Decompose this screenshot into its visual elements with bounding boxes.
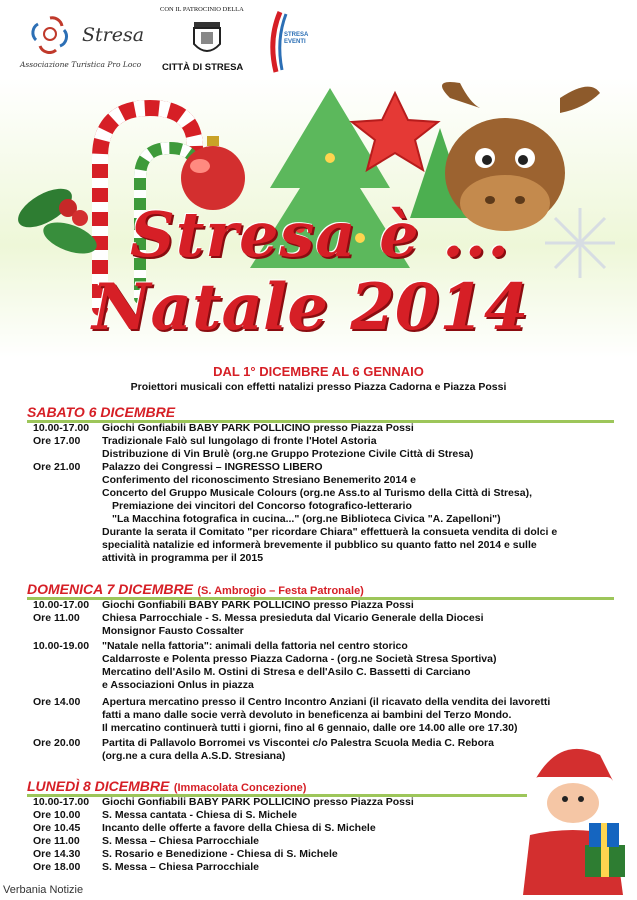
pro-loco-subtitle: Associazione Turistica Pro Loco [20,60,142,69]
event-subtitle: Proiettori musicali con effetti natalizi presso Piazza Cadorna e Piazza Possi [130,381,507,393]
day-heading [27,404,614,423]
eventi-label: STRESA EVENTI [284,32,309,45]
day-title: LUNEDÌ 8 DICEMBRE [27,778,170,794]
list-item: 10.00-17.00 Giochi Gonfiabili BABY PARK POLLICINO presso Piazza Possi [33,796,414,808]
title-line-2: Natale 2014 [92,270,529,345]
city-patronage [160,6,260,78]
list-item: Premiazione dei vincitori del Concorso fotografico-letterario [112,500,412,512]
list-item: Ore 18.00 S. Messa – Chiesa Parrocchiale [33,861,260,873]
list-item: Ore 11.00 S. Messa – Chiesa Parrocchiale [33,835,260,847]
stresa-logo-text: Stresa [82,24,145,46]
date-range: DAL 1° DICEMBRE AL 6 GENNAIO [213,364,424,379]
list-item: Ore 14.00 Apertura mercatino presso il Centro Incontro Anziani (il ricavato della vendita dei lavoretti [33,696,551,708]
list-item: Ore 14.30 S. Rosario e Benedizione - Chiesa di S. Michele [33,848,338,860]
day-heading [27,778,527,797]
city-name: CITTÀ DI STRESA [162,62,244,73]
list-item: (org.ne a cura della A.S.D. Stresiana) [102,750,286,762]
pro-loco-logo [20,10,160,80]
santa-claus-icon [505,735,635,895]
list-item: Durante la serata il Comitato "per ricordare Chiara" effettuerà la consueta vendita di dolci e [102,526,558,538]
list-item: Conferimento del riconoscimento Stresiano Benemerito 2014 e [102,474,416,486]
flower-logo-icon [30,14,70,54]
day-title: SABATO 6 DICEMBRE [27,404,176,420]
list-item: Ore 20.00 Partita di Pallavolo Borromei vs Viscontei c/o Palestra Scuola Media C. Rebora [33,737,494,749]
list-item: e Associazioni Onlus in piazza [102,679,254,691]
city-crest-icon [190,18,224,58]
list-item: Ore 21.00 Palazzo dei Congressi – INGRESSO LIBERO [33,461,323,473]
snowflake-icon [545,208,615,278]
day-section-monday [27,778,507,878]
list-item: 10.00-19.00 "Natale nella fattoria": animali della fattoria nel centro storico [33,640,408,652]
list-item: 10.00-17.00 Giochi Gonfiabili BABY PARK POLLICINO presso Piazza Possi [33,422,414,434]
list-item: specialità natalizie ed informerà brevemente il pubblico su quanto fatto nel 2014 e sulle [102,539,537,551]
day-note: (Immacolata Concezione) [173,782,307,794]
list-item: fatti a mano dalle socie verrà devoluto in beneficenza ai bambini del Terzo Mondo. [102,709,512,721]
list-item: Il mercatino continuerà tutti i giorni, fino al 6 gennaio, dalle ore 14.00 alle ore 17.30) [102,722,518,734]
stresa-eventi-badge [266,10,310,74]
list-item: Distribuzione di Vin Brulè (org.ne Gruppo Protezione Civile Città di Stresa) [102,448,474,460]
list-item: Ore 17.00 Tradizionale Falò sul lungolago di fronte l'Hotel Astoria [33,435,377,447]
list-item: Ore 10.00 S. Messa cantata - Chiesa di S. Michele [33,809,297,821]
list-item: "La Macchina fotografica in cucina..." (org.ne Biblioteca Civica "A. Zapelloni") [112,513,501,525]
title-line-1: Stresa è ... [130,198,510,271]
list-item: Concerto del Gruppo Musicale Colours (org.ne Ass.to al Turismo della Città di Stresa), [102,487,532,499]
day-section-saturday [27,404,614,574]
day-heading [27,581,614,600]
list-item: Caldarroste e Polenta presso Piazza Cadorna - (org.ne Società Stresa Sportiva) [102,653,497,665]
day-note: (S. Ambrogio – Festa Patronale) [197,585,364,597]
list-item: 10.00-17.00 Giochi Gonfiabili BABY PARK POLLICINO presso Piazza Possi [33,599,414,611]
list-item: attività in programma per il 2015 [102,552,264,564]
list-item: Monsignor Fausto Cossalter [102,625,244,637]
list-item: Mercatino dell'Asilo M. Ostini di Stresa e dell'Asilo C. Bassetti di Carciano [102,666,471,678]
patronage-label: CON IL PATROCINIO DELLA [160,6,244,13]
watermark: Verbania Notizie [3,884,84,896]
day-title: DOMENICA 7 DICEMBRE [27,581,193,597]
list-item: Ore 11.00 Chiesa Parrocchiale - S. Messa presieduta dal Vicario Generale della Diocesi [33,612,484,624]
list-item: Ore 10.45 Incanto delle offerte a favore della Chiesa di S. Michele [33,822,376,834]
